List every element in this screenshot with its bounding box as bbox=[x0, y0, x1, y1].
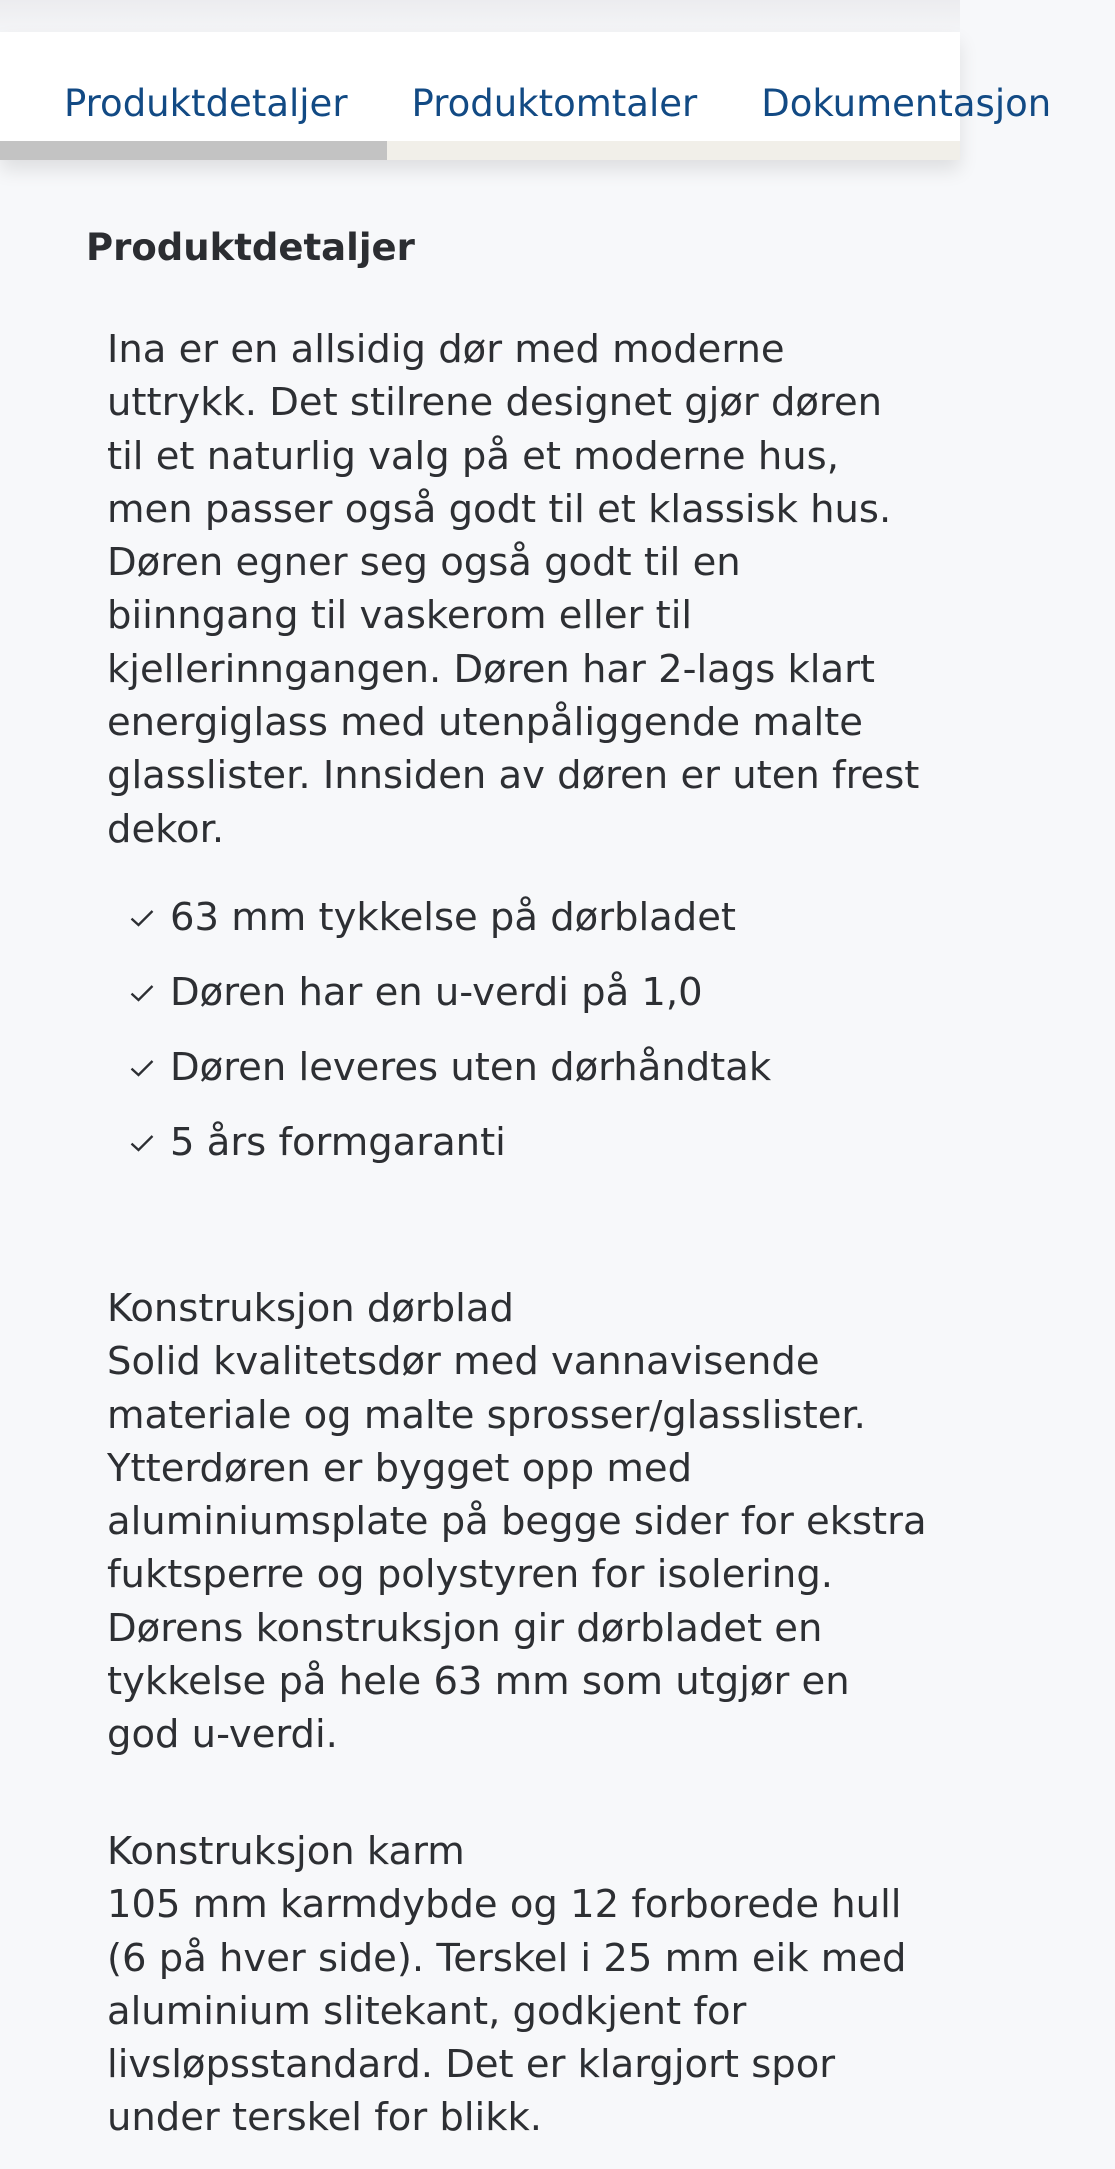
tab-list bbox=[64, 82, 1115, 125]
tab-bar bbox=[0, 32, 1052, 160]
check-icon bbox=[128, 1054, 156, 1082]
feature-list bbox=[128, 880, 771, 1180]
product-description: Ina er en allsidig dør med moderne uttrykk. Det stilrene designet gjør døren til et naturlig valg på et moderne hus, men passer også godt til et klassisk hus. Døren egner seg også godt til en biinngang til vaskerom eller til kjellerinngangen. Døren har 2-lags klart energiglass med utenpåliggende malte glasslister. Innsiden av døren er uten frest dekor. bbox=[107, 327, 920, 852]
tab-produktomtaler[interactable]: Produktomtaler bbox=[411, 82, 698, 125]
feature-text: Døren leveres uten dørhåndtak bbox=[170, 1045, 772, 1090]
feature-item bbox=[128, 1030, 771, 1105]
section-heading: Produktdetaljer bbox=[86, 226, 415, 269]
frame-construction-block bbox=[107, 1825, 927, 2145]
door-construction-text: Solid kvalitetsdør med vannavisende materiale og malte sprosser/glasslister. Ytterdøren er bygget opp med aluminiumsplate på begge sider for ekstra fuktsperre og polystyren for isolering. Dørens konstruksjon gir dørbladet en tykkelse på hele 63 mm som utgjør en god u-verdi. bbox=[107, 1339, 927, 1758]
feature-text: 63 mm tykkelse på dørbladet bbox=[170, 895, 736, 940]
door-construction-title: Konstruksjon dørblad bbox=[107, 1286, 514, 1331]
check-icon bbox=[128, 979, 156, 1007]
tab-dokumentasjon[interactable]: Dokumentasjon bbox=[761, 82, 1052, 125]
tab-produktdetaljer[interactable]: Produktdetaljer bbox=[64, 82, 348, 125]
feature-item bbox=[128, 880, 771, 955]
tab-scroll-track[interactable] bbox=[0, 141, 960, 160]
feature-text: 5 års formgaranti bbox=[170, 1120, 506, 1165]
feature-item bbox=[128, 955, 771, 1030]
frame-construction-title: Konstruksjon karm bbox=[107, 1829, 465, 1874]
check-icon bbox=[128, 1129, 156, 1157]
frame-construction-text: 105 mm karmdybde og 12 forborede hull (6 på hver side). Terskel i 25 mm eik med aluminium slitekant, godkjent for livsløpsstandard. Det er klargjort spor under terskel for blikk. bbox=[107, 1882, 907, 2141]
check-icon bbox=[128, 904, 156, 932]
feature-text: Døren har en u-verdi på 1,0 bbox=[170, 970, 703, 1015]
top-shadow bbox=[0, 0, 960, 32]
tab-scroll-thumb[interactable] bbox=[0, 141, 387, 160]
feature-item bbox=[128, 1105, 771, 1180]
door-construction-block bbox=[107, 1282, 927, 1762]
